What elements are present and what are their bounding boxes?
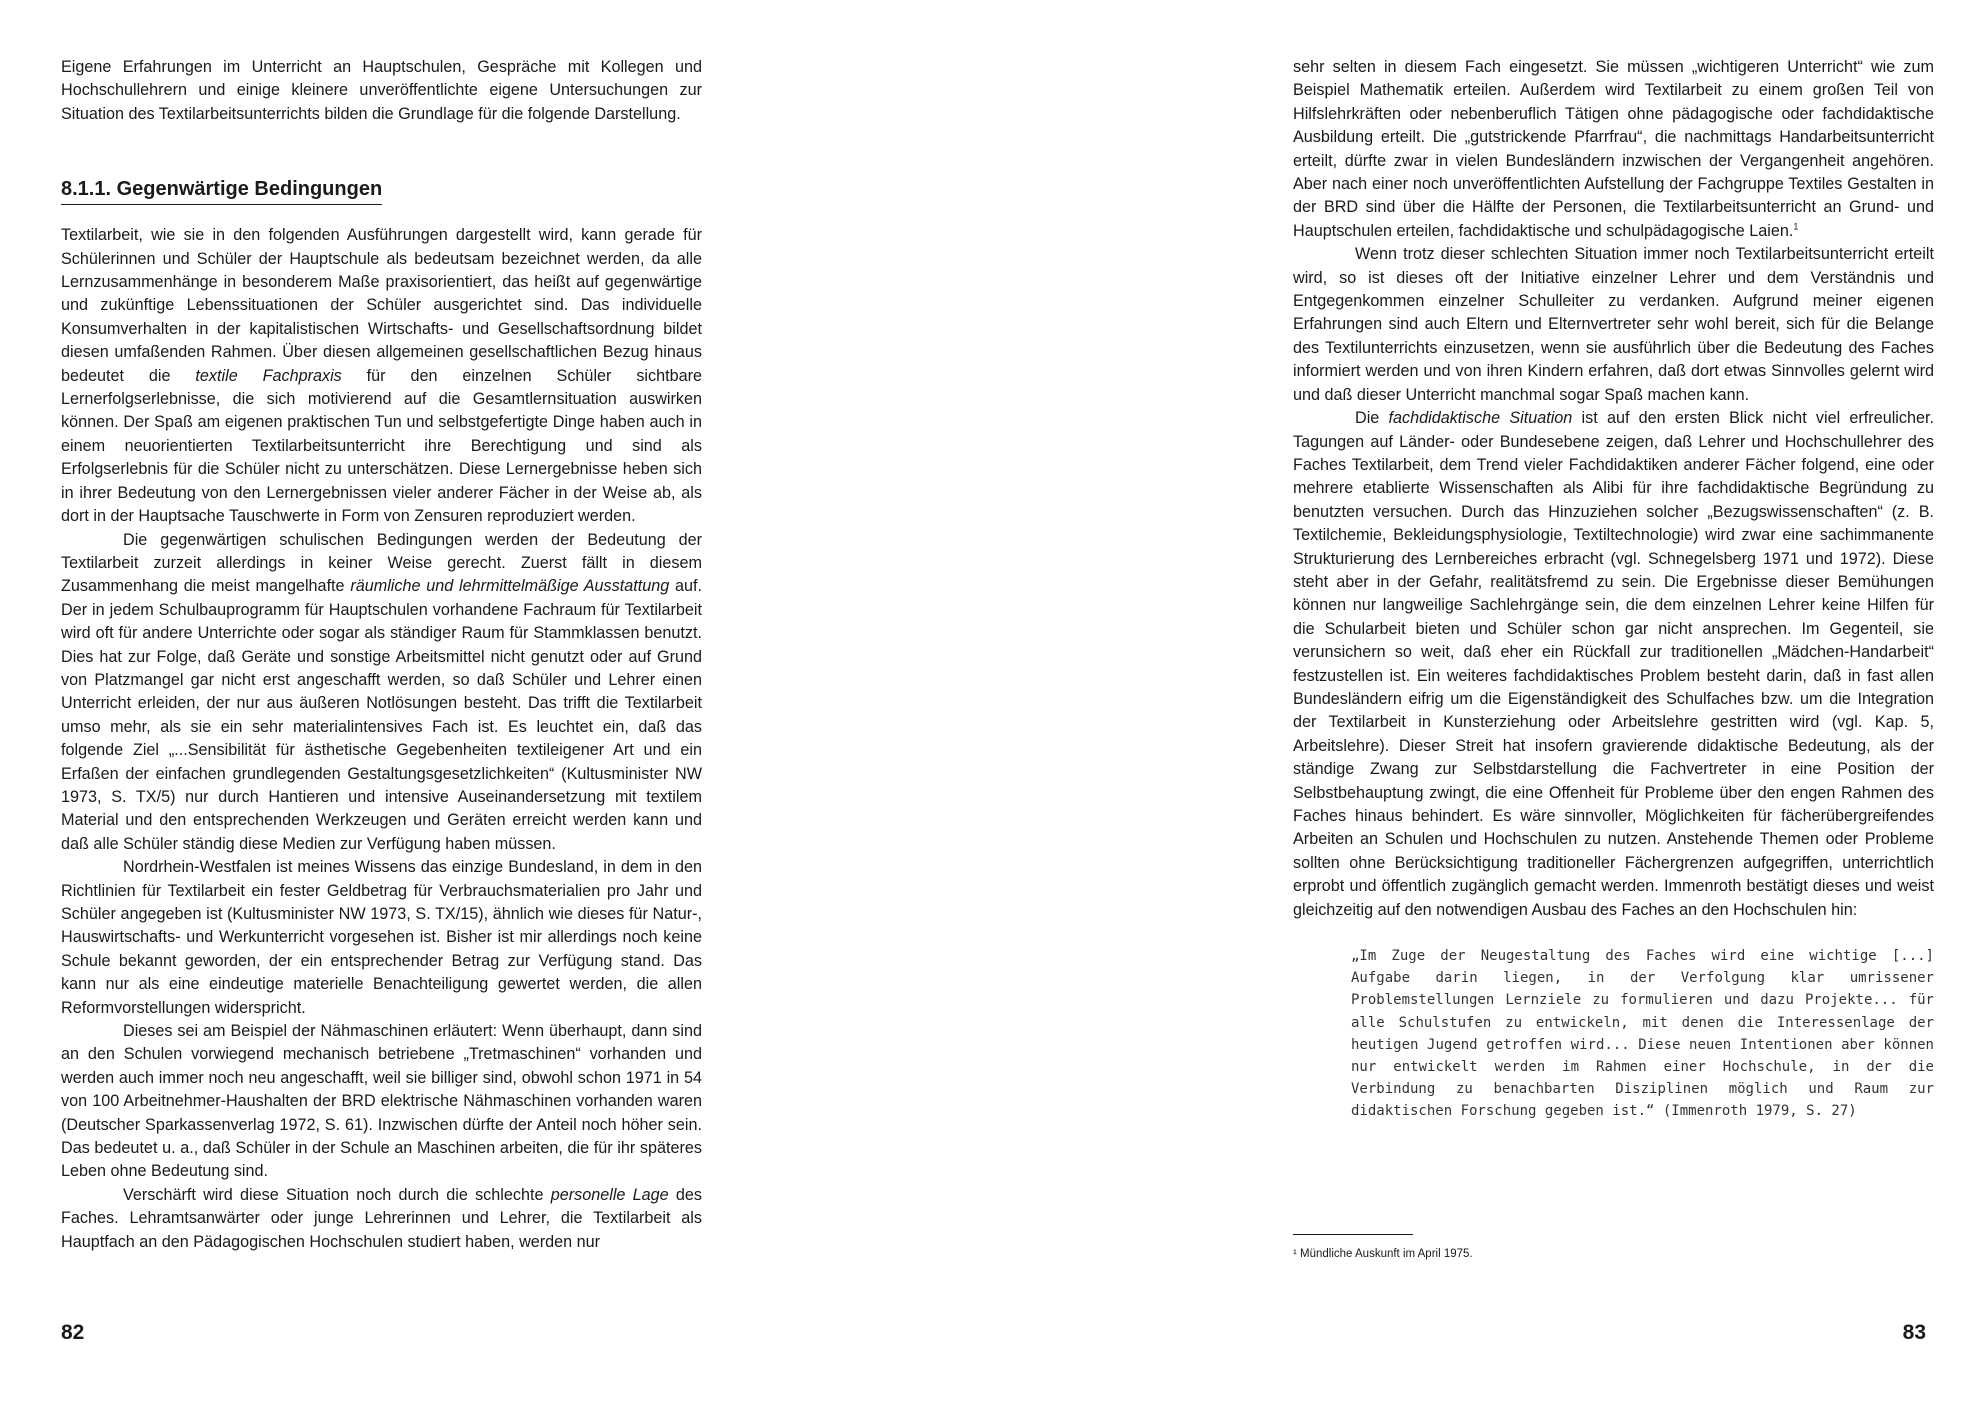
section-heading: 8.1.1. Gegenwärtige Bedingungen bbox=[61, 176, 382, 205]
right-page bbox=[992, 0, 1984, 1403]
emphasis: personelle Lage bbox=[550, 1185, 669, 1204]
body-paragraph: Die gegenwärtigen schulischen Bedingungen werden der Bedeutung der Textilarbeit zurzeit allerdings in keiner Weise gerecht. Zuerst fällt in diesem Zusammenhang die meist mangelhafte räumliche und lehrmittelmäßige Ausstattung auf. Der in jedem Schulbauprogramm für Hauptschulen vorhandene Fachraum für Textilarbeit wird oft für andere Unterrichte oder sogar als ständiger Raum für Stammklassen benutzt. Dies hat zur Folge, daß Geräte und sonstige Arbeitsmittel nicht genutzt oder auf Grund von Platzmangel gar nicht erst angeschafft werden, so daß Schüler und Lehrer einen Unterricht erleiden, der nur aus äußeren Notlösungen besteht. Das trifft die Textilarbeit umso mehr, als sie ein sehr materialintensives Fach ist. Es leuchtet ein, daß das folgende Ziel „...Sensibilität für ästhetische Gegebenheiten textileigener Art und ein Erfaßen der einfachen grundlegenden Gestaltungsgesetzlichkeiten“ (Kultusminister NW 1973, S. TX/5) nur durch Hantieren und intensive Auseinandersetzung mit textilem Material und den entsprechenden Werkzeugen und Geräten erreicht werden kann und daß alle Schüler ständig diese Medien zur Verfügung haben müssen. bbox=[61, 530, 702, 853]
body-paragraph: Verschärft wird diese Situation noch durch die schlechte personelle Lage des Faches. Lehramtsanwärter oder junge Lehrerinnen und Lehrer, die Textilarbeit als Hauptfach an den Pädagogischen Hochschulen studiert haben, werden nur bbox=[61, 1185, 703, 1251]
emphasis: fachdidaktische Situation bbox=[1388, 409, 1573, 428]
right-text-column bbox=[1293, 56, 1934, 1123]
block-quote: „Im Zuge der Neugestaltung des Faches wird eine wichtige [...] Aufgabe darin liegen, in der Verfolgung klar umrissener Problemstellungen Lernziele zu formulieren und dazu Projekte... für alle Schulstufen zu entwickeln, mit denen die Interessenlage der heutigen Jugend getroffen wird... Diese neuen Intentionen aber können nur entwickelt werden im Rahmen einer Hochschule, in der die Verbindung zu benachbarten Disziplinen möglich und Raum zur didaktischen Forschung gegeben ist.“ (Immenroth 1979, S. 27) bbox=[1351, 948, 1934, 1120]
footnote: ¹ Mündliche Auskunft im April 1975. bbox=[1293, 1248, 1473, 1260]
emphasis: textile Fachpraxis bbox=[195, 366, 342, 385]
body-paragraph: Nordrhein-Westfalen ist meines Wissens das einzige Bundesland, in dem in den Richtlinien für Textilarbeit ein fester Geldbetrag für Verbrauchsmaterialien pro Jahr und Schüler angegeben ist (Kultusminister NW 1973, S. TX/15), ähnlich wie dieses für Natur-, Hauswirtschafts- und Werkunterricht vorgesehen ist. Bisher ist mir allerdings noch keine Schule bekannt geworden, der ein entsprechender Betrag zur Verfügung stand. Das kann nur als eine eindeutige materielle Benachteiligung gewertet werden, die allen Reformvorstellungen widerspricht. bbox=[61, 858, 702, 1017]
page-number: 83 bbox=[1902, 1321, 1926, 1344]
body-paragraph: sehr selten in diesem Fach eingesetzt. Sie müssen „wichtigeren Unterricht“ wie zum Beispiel Mathematik erteilen. Außerdem wird Textilarbeit zu einem großen Teil von Hilfslehrkräften oder nebenberuflich Tätigen ohne pädagogische oder fachdidaktische Ausbildung erteilt. Die „gutstrickende Pfarrfrau“, die nachmittags Handarbeitsunterricht erteilt, dürfte zwar in vielen Bundesländern inzwischen der Vergangenheit angehören. Aber nach einer noch unveröffentlichten Aufstellung der Fachgruppe Textiles Gestalten in der BRD sind über die Hälfte der Personen, die Textilarbeitsunterricht an Grund- und Hauptschulen erteilen, fachdidaktische und schulpädagogische Laien.$^1$ bbox=[1293, 58, 1934, 240]
body-paragraph: Wenn trotz dieser schlechten Situation immer noch Textilarbeitsunterricht erteilt wird, so ist dieses oft der Initiative einzelner Lehrer und dem Verständnis und Entgegenkommen einzelner Schulleiter zu verdanken. Aufgrund meiner eigenen Erfahrungen sind auch Eltern und Elternvertreter sehr wohl bereit, sich für die Belange des Textilunterrichts einzusetzen, wenn sie ausführlich über die Bedeutung des Faches informiert werden und von ihren Kindern erfahren, daß dort etwas Sinnvolles gelernt wird und daß dieser Unterricht manchmal sogar Spaß machen kann. bbox=[1293, 245, 1934, 404]
page-number: 82 bbox=[61, 1321, 85, 1344]
body-paragraph: Dieses sei am Beispiel der Nähmaschinen erläutert: Wenn überhaupt, dann sind an den Schulen vorwiegend mechanisch betriebene „Tretmaschinen“ vorhanden und werden auch immer noch neu angeschafft, weil sie billiger sind, obwohl schon 1971 in 54 von 100 Arbeitnehmer-Haushalten der BRD elektrische Nähmaschinen vorhanden waren (Deutscher Sparkassenverlag 1972, S. 61). Inzwischen dürfte der Anteil noch höher sein. Das bedeutet u. a., daß Schüler in der Schule an Maschinen arbeiten, die für ihr späteres Leben ohne Bedeutung sind. bbox=[61, 1022, 702, 1181]
left-text-column bbox=[61, 56, 702, 1254]
footnote-divider bbox=[1293, 1234, 1413, 1235]
body-paragraph: Die fachdidaktische Situation ist auf den ersten Blick nicht viel erfreulicher. Tagungen auf Länder- oder Bundesebene zeigen, daß Lehrer und Hochschullehrer des Faches Textilarbeit, dem Trend vieler Fachdidaktiken anderer Fächer folgend, eine oder mehrere etablierte Wissenschaften als Alibi für ihre fachdidaktische Begründung zu benutzten versuchen. Durch das Hinzuziehen solcher „Bezugswissenschaften“ (z. B. Textilchemie, Bekleidungsphysiologie, Textiltechnologie) wird zwar eine sachimmanente Strukturierung des Lernbereiches erbracht (vgl. Schnegelsberg 1971 und 1972). Diese steht aber in der Gefahr, realitätsfremd zu sein. Die Ergebnisse dieser Bemühungen können nur langweilige Sachlehrgänge sein, die dem einzelnen Lehrer keine Hilfen für die Schularbeit bieten und Schüler schon gar nicht ansprechen. Im Gegenteil, sie verunsichern so weit, daß eher ein Rückfall zur traditionellen „Mädchen-Handarbeit“ festzustellen ist. Ein weiteres fachdidaktisches Problem besteht darin, daß in fast allen Bundesländern eifrig um die Eigenständigkeit des Schulfaches bzw. um die Integration der Textilarbeit in Kunsterziehung oder Arbeitslehre gestritten wird (vgl. Kap. 5, Arbeitslehre). Dieser Streit hat insofern gravierende didaktische Bedeutung, als der ständige Zwang zur Selbstdarstellung die Fachvertreter in eine Position der Selbstbehauptung zwingt, die eine Offenheit für Probleme über den engen Rahmen des Faches hinaus behindert. Es wäre sinnvoller, Möglichkeiten für fächerübergreifendes Arbeiten an Schulen und Hochschulen zu nutzen. Anstehende Themen oder Probleme sollten ohne Berücksichtigung traditioneller Fächergrenzen aufgegriffen, unterrichtlich erprobt und öffentlich zugänglich gemacht werden. Immenroth bestätigt dieses und weist gleichzeitig auf den notwendigen Ausbau des Faches an den Hochschulen hin: bbox=[1293, 409, 1934, 919]
emphasis: räumliche und lehrmittelmäßige Ausstattung bbox=[350, 577, 670, 596]
footnote-marker: 1 bbox=[1793, 221, 1799, 232]
body-paragraph: Textilarbeit, wie sie in den folgenden Ausführungen dargestellt wird, kann gerade für Schülerinnen und Schüler der Hauptschule als bedeutsam bezeichnet werden, da alle Lernzusammenhänge in besonderem Maße praxisorientiert, das heißt auf gegenwärtige und zukünftige Lebenssituationen der Schüler ausgerichtet sind. Das individuelle Konsumverhalten in der kapitalistischen Wirtschafts- und Gesellschaftsordnung bildet diesen umfaßenden Rahmen. Über diesen allgemeinen gesellschaftlichen Bezug hinaus bedeutet die textile Fachpraxis für den einzelnen Schüler sichtbare Lernerfolgserlebnisse, die sich motivierend auf die Gesamtlernsituation auswirken können. Der Spaß am eigenen praktischen Tun und selbstgefertigte Dinge haben auch in einem neuorientierten Textilarbeitsunterricht ihre Berechtigung und sind als Erfolgserlebnis für die Schüler nicht zu unterschätzen. Diese Lernergebnisse heben sich in ihrer Bedeutung von den Lernergebnissen vieler anderer Fächer in der Weise ab, als dort in der Hauptsache Tauschwerte in Form von Zensuren reproduziert werden. bbox=[61, 226, 703, 526]
intro-paragraph: Eigene Erfahrungen im Unterricht an Hauptschulen, Gespräche mit Kollegen und Hochschullehrern und einige kleinere unveröffentlichte eigene Untersuchungen zur Situation des Textilarbeitsunterrichts bilden die Grundlage für die folgende Darstellung. bbox=[61, 58, 702, 123]
